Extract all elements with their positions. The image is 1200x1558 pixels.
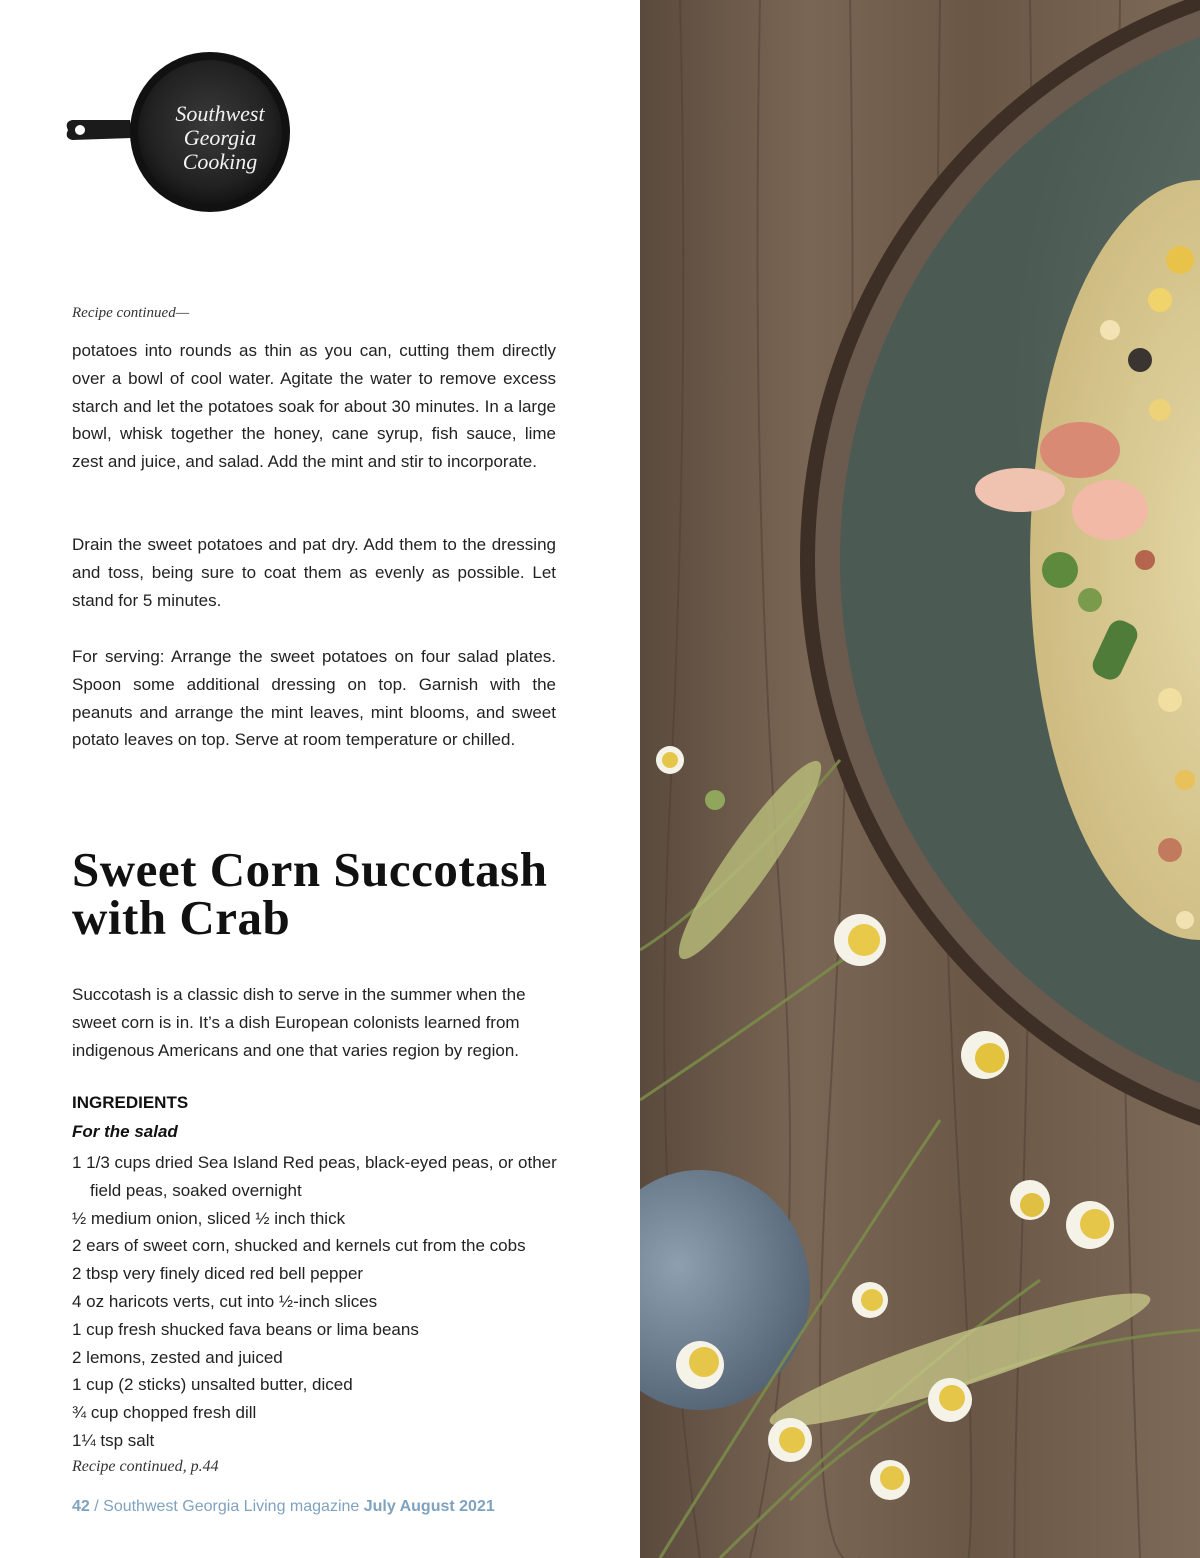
- paragraph: Drain the sweet potatoes and pat dry. Add them to the dressing and toss, being sure to coat them as evenly as possible. Let stand for 5 minutes.: [72, 535, 556, 610]
- ingredients-list: [72, 1149, 592, 1455]
- ingredients-heading: INGREDIENTS: [72, 1093, 189, 1112]
- list-item: 2 tbsp very finely diced red bell pepper: [72, 1264, 364, 1284]
- logo-text: Southwest Georgia Cooking: [175, 101, 265, 174]
- food-photo: [640, 0, 1200, 1558]
- page-number: 42: [72, 1498, 90, 1515]
- page-footer: [72, 1498, 495, 1516]
- list-item: 4 oz haricots verts, cut into ½-inch slices: [72, 1291, 378, 1311]
- list-item: ¾ cup chopped fresh dill: [72, 1403, 257, 1423]
- footer-separator: /: [89, 1498, 104, 1515]
- issue-date: July August 2021: [363, 1498, 495, 1515]
- list-item: 2 lemons, zested and juiced: [72, 1347, 283, 1367]
- list-item: 1¼ tsp salt: [72, 1430, 155, 1450]
- recipe-intro: Succotash is a classic dish to serve in the summer when the sweet corn is in. It’s a dish European colonists learned from indigenous Americans and one that varies region by region.: [72, 985, 526, 1060]
- list-item: 1 1/3 cups dried Sea Island Red peas, black-eyed peas, or other field peas, soaked overnight: [72, 1153, 557, 1200]
- paragraph: For serving: Arrange the sweet potatoes on four salad plates. Spoon some additional dressing on top. Garnish with the peanuts and arrange the mint leaves, mint blooms, and sweet potato leaves on top. Serve at room temperature or chilled.: [72, 647, 556, 750]
- succotash-plate-image: [640, 0, 1200, 1558]
- list-item: 1 cup fresh shucked fava beans or lima beans: [72, 1319, 419, 1339]
- list-item: 1 cup (2 sticks) unsalted butter, diced: [72, 1375, 353, 1395]
- recipe-continued-label: Recipe continued—: [72, 305, 190, 321]
- southwest-georgia-cooking-logo: [60, 50, 300, 220]
- ingredients-subheading: For the salad: [72, 1122, 178, 1141]
- list-item: 2 ears of sweet corn, shucked and kernels cut from the cobs: [72, 1236, 526, 1256]
- magazine-name: Southwest Georgia Living magazine: [103, 1498, 364, 1515]
- paragraph: potatoes into rounds as thin as you can, cutting them directly over a bowl of cool water. Agitate the water to remove excess starch and let the potatoes soak for about 30 minutes. In a large bowl, whisk together the honey, cane syrup, fish sauce, lime zest and juice, and salad. Add the mint and stir to incorporate.: [72, 341, 556, 472]
- recipe-continued-link[interactable]: Recipe continued, p.44: [72, 1458, 219, 1475]
- recipe-title: Sweet Corn Succotash with Crab: [72, 842, 548, 945]
- list-item: ½ medium onion, sliced ½ inch thick: [72, 1208, 346, 1228]
